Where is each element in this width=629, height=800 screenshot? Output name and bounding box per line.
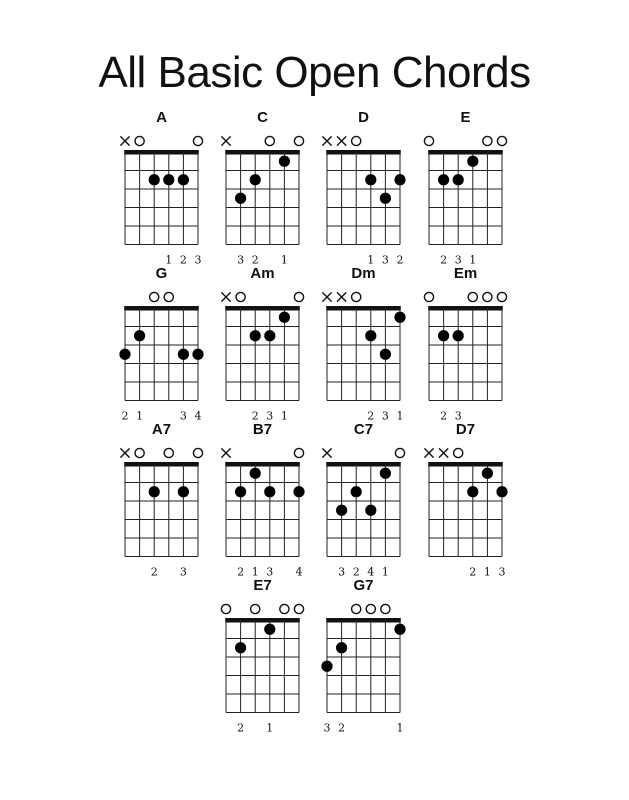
muted-string-marker — [439, 448, 448, 457]
muted-string-marker — [322, 136, 331, 145]
finger-dot — [293, 486, 304, 497]
finger-number: 3 — [454, 409, 462, 423]
finger-number: 1 — [280, 409, 288, 423]
finger-number: 2 — [179, 253, 187, 267]
chord-name: C — [257, 109, 268, 126]
nut — [225, 150, 300, 155]
chord-diagram-g7 — [321, 577, 405, 735]
chord-diagram-g — [119, 265, 203, 423]
finger-dot — [235, 642, 246, 653]
nut — [326, 618, 401, 623]
open-string-marker — [193, 448, 202, 457]
finger-dot — [467, 156, 478, 167]
open-string-marker — [251, 604, 260, 613]
open-string-marker — [265, 136, 274, 145]
open-string-marker — [352, 604, 361, 613]
chord-name: Am — [250, 265, 275, 282]
finger-number: 2 — [396, 253, 404, 267]
open-string-marker — [483, 136, 492, 145]
finger-dot — [438, 330, 449, 341]
chord-diagram-a7 — [120, 421, 202, 579]
open-string-marker — [236, 292, 245, 301]
open-string-marker — [294, 292, 303, 301]
finger-dot — [365, 174, 376, 185]
finger-dot — [380, 349, 391, 360]
finger-dot — [453, 330, 464, 341]
open-string-marker — [294, 448, 303, 457]
finger-dot — [336, 642, 347, 653]
finger-dot — [264, 624, 275, 635]
chord-diagram-c — [221, 109, 303, 267]
nut — [428, 150, 503, 155]
open-string-marker — [395, 448, 404, 457]
finger-dot — [365, 330, 376, 341]
nut — [124, 306, 199, 311]
finger-number: 1 — [165, 253, 173, 267]
muted-string-marker — [337, 136, 346, 145]
chord-name: D — [358, 109, 369, 126]
finger-dot — [438, 174, 449, 185]
muted-string-marker — [221, 448, 230, 457]
open-string-marker — [424, 292, 433, 301]
chord-diagram-em — [424, 265, 506, 423]
nut — [225, 618, 300, 623]
finger-number: 1 — [396, 721, 404, 735]
finger-number: 3 — [194, 253, 202, 267]
finger-dot — [336, 505, 347, 516]
finger-number: 3 — [179, 565, 187, 579]
finger-number: 2 — [150, 565, 158, 579]
chord-name: D7 — [455, 421, 476, 438]
finger-number: 1 — [136, 409, 144, 423]
chord-name: A — [156, 109, 167, 126]
finger-dot — [380, 468, 391, 479]
muted-string-marker — [322, 448, 331, 457]
finger-dot — [394, 624, 405, 635]
muted-string-marker — [424, 448, 433, 457]
finger-number: 3 — [266, 409, 274, 423]
muted-string-marker — [120, 448, 129, 457]
finger-number: 2 — [440, 409, 448, 423]
muted-string-marker — [221, 292, 230, 301]
finger-dot — [250, 330, 261, 341]
finger-dot — [119, 349, 130, 360]
finger-dot — [496, 486, 507, 497]
open-string-marker — [454, 448, 463, 457]
finger-dot — [192, 349, 203, 360]
finger-dot — [250, 174, 261, 185]
finger-dot — [279, 156, 290, 167]
finger-dot — [149, 486, 160, 497]
finger-number: 1 — [469, 253, 477, 267]
finger-dot — [380, 193, 391, 204]
finger-dot — [178, 349, 189, 360]
muted-string-marker — [120, 136, 129, 145]
finger-dot — [235, 486, 246, 497]
open-string-marker — [164, 448, 173, 457]
finger-dot — [279, 312, 290, 323]
finger-number: 2 — [352, 565, 360, 579]
chord-name: E — [460, 109, 471, 126]
open-string-marker — [497, 136, 506, 145]
finger-dot — [178, 486, 189, 497]
finger-number: 1 — [280, 253, 288, 267]
finger-number: 2 — [251, 409, 259, 423]
muted-string-marker — [337, 292, 346, 301]
finger-number: 2 — [237, 721, 245, 735]
chord-name: Dm — [351, 265, 376, 282]
finger-number: 1 — [251, 565, 259, 579]
finger-dot — [134, 330, 145, 341]
open-string-marker — [483, 292, 492, 301]
finger-dot — [351, 486, 362, 497]
nut — [124, 150, 199, 155]
finger-dot — [149, 174, 160, 185]
finger-number: 3 — [381, 253, 389, 267]
finger-number: 4 — [194, 409, 202, 423]
finger-number: 1 — [367, 253, 375, 267]
chord-diagram-e7 — [221, 577, 303, 735]
finger-number: 4 — [295, 565, 303, 579]
finger-number: 4 — [367, 565, 375, 579]
nut — [124, 462, 199, 467]
nut — [428, 462, 503, 467]
nut — [428, 306, 503, 311]
finger-dot — [250, 468, 261, 479]
muted-string-marker — [322, 292, 331, 301]
finger-dot — [394, 312, 405, 323]
finger-number: 3 — [498, 565, 506, 579]
open-string-marker — [280, 604, 289, 613]
finger-number: 2 — [367, 409, 375, 423]
chord-diagram-d — [322, 109, 405, 267]
finger-number: 2 — [237, 565, 245, 579]
finger-number: 3 — [266, 565, 274, 579]
open-string-marker — [366, 604, 375, 613]
open-string-marker — [294, 136, 303, 145]
nut — [326, 462, 401, 467]
finger-number: 3 — [454, 253, 462, 267]
finger-number: 1 — [381, 565, 389, 579]
finger-number: 2 — [251, 253, 259, 267]
open-string-marker — [150, 292, 159, 301]
open-string-marker — [468, 292, 477, 301]
finger-number: 2 — [440, 253, 448, 267]
finger-dot — [482, 468, 493, 479]
chord-name: B7 — [252, 421, 273, 438]
chord-diagram-c7 — [322, 421, 404, 579]
page-title: All Basic Open Chords — [98, 48, 531, 97]
finger-number: 3 — [338, 565, 346, 579]
chord-name: C7 — [353, 421, 374, 438]
finger-number: 3 — [323, 721, 331, 735]
open-string-marker — [135, 448, 144, 457]
finger-dot — [235, 193, 246, 204]
open-string-marker — [135, 136, 144, 145]
chord-name: G7 — [353, 577, 374, 594]
finger-number: 2 — [469, 565, 477, 579]
chord-diagram-dm — [322, 265, 405, 423]
open-string-marker — [497, 292, 506, 301]
chord-name: Em — [453, 265, 478, 282]
chord-name: A7 — [151, 421, 172, 438]
open-string-marker — [294, 604, 303, 613]
chord-diagram-am — [221, 265, 303, 423]
open-string-marker — [352, 292, 361, 301]
chord-diagram-d7 — [424, 421, 507, 579]
open-string-marker — [352, 136, 361, 145]
chord-diagram-a — [120, 109, 202, 267]
finger-dot — [453, 174, 464, 185]
finger-dot — [163, 174, 174, 185]
open-string-marker — [424, 136, 433, 145]
chord-name: G — [155, 265, 168, 282]
finger-dot — [178, 174, 189, 185]
open-string-marker — [193, 136, 202, 145]
chord-name: E7 — [253, 577, 272, 594]
finger-dot — [467, 486, 478, 497]
finger-number: 3 — [237, 253, 245, 267]
open-string-marker — [164, 292, 173, 301]
finger-number: 3 — [179, 409, 187, 423]
finger-dot — [264, 486, 275, 497]
finger-number: 1 — [266, 721, 274, 735]
finger-number: 3 — [381, 409, 389, 423]
finger-number: 2 — [338, 721, 346, 735]
finger-number: 2 — [121, 409, 129, 423]
nut — [225, 462, 300, 467]
nut — [225, 306, 300, 311]
finger-dot — [264, 330, 275, 341]
finger-dot — [321, 661, 332, 672]
nut — [326, 306, 401, 311]
open-string-marker — [221, 604, 230, 613]
chord-diagram-e — [424, 109, 506, 267]
chord-diagram-b7 — [221, 421, 304, 579]
muted-string-marker — [221, 136, 230, 145]
finger-number: 1 — [483, 565, 491, 579]
finger-dot — [394, 174, 405, 185]
open-string-marker — [381, 604, 390, 613]
finger-dot — [365, 505, 376, 516]
nut — [326, 150, 401, 155]
finger-number: 1 — [396, 409, 404, 423]
